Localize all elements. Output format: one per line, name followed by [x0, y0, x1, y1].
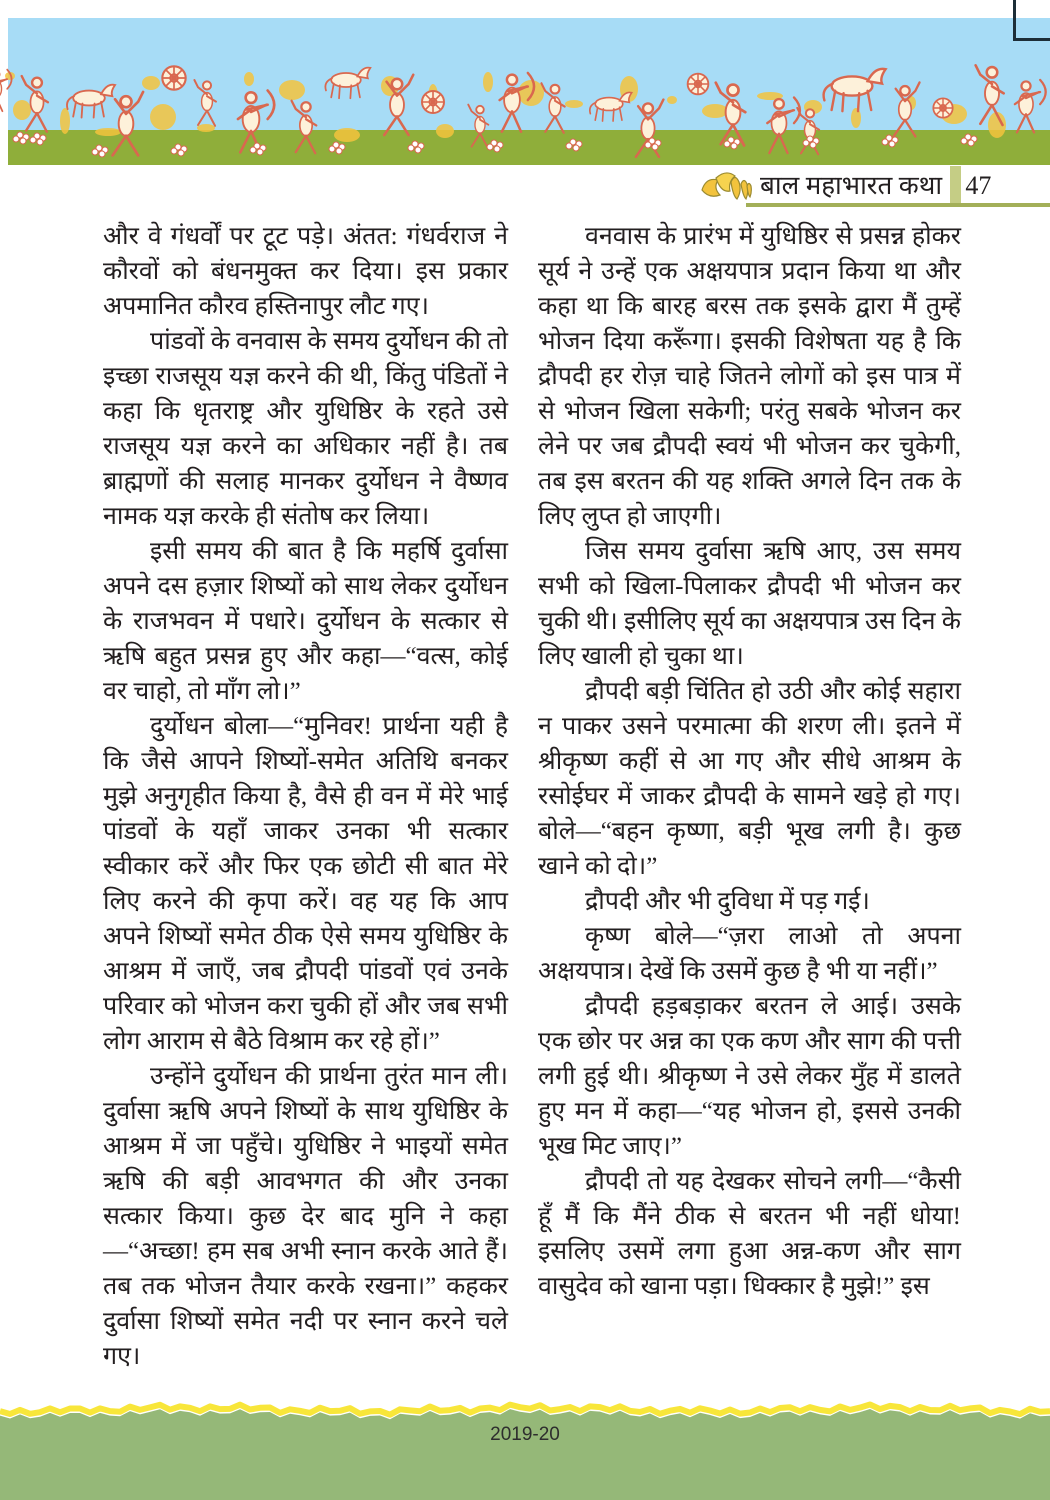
paragraph: द्रौपदी और भी दुविधा में पड़ गई। [585, 888, 870, 915]
footer-wave-band [0, 1398, 1050, 1500]
paragraph: इसी समय की बात है कि महर्षि दुर्वासा अपने दस हज़ार शिष्यों को साथ लेकर दुर्योधन के राजभवन में पधारे। दुर्योधन के सत्कार से ऋषि बहुत प्रसन्न हुए और कहा—“वत्स, कोई वर चाहो, तो माँग लो।” [103, 538, 508, 705]
battle-illustration [0, 18, 1050, 168]
paragraph: वनवास के प्रारंभ में युधिष्ठिर से प्रसन्न होकर सूर्य ने उन्हें एक अक्षयपात्र प्रदान किया था और कहा था कि बारह बरस तक इसके द्वारा मैं तुम्हें भोजन दिया करूँगा। इसकी विशेषता यह है कि द्रौपदी हर रोज़ चाहे जितने लोगों को इस पात्र में से भोजन खिला सकेगी; परंतु सबके भोजन कर लेने पर जब द्रौपदी स्वयं भी भोजन कर चुकेगी, तब इस बरतन की यह शक्ति अगले दिन तक के लिए लुप्त हो जाएगी। [538, 223, 961, 530]
right-column [538, 219, 961, 1374]
crop-mark-top-right [1013, 0, 1050, 41]
header-accent-bar [950, 166, 961, 204]
edition-year: 2019-20 [490, 1424, 560, 1445]
book-title: बाल महाभारत कथा [760, 171, 943, 200]
paragraph: कृष्ण बोले—“ज़रा लाओ तो अपना अक्षयपात्र। देखें कि उसमें कुछ है भी या नहीं।” [538, 923, 961, 985]
paragraph: और वे गंधर्वों पर टूट पड़े। अंतत: गंधर्वराज ने कौरवों को बंधनमुक्त कर दिया। इस प्रकार अपमानित कौरव हस्तिनापुर लौट गए। [103, 223, 508, 320]
paragraph: दुर्योधन बोला—“मुनिवर! प्रार्थना यही है कि जैसे आपने शिष्यों-समेत अतिथि बनकर मुझे अनुगृहीत किया है, वैसे ही वन में मेरे भाई पांडवों के यहाँ जाकर उनका भी सत्कार स्वीकार करें और फिर एक छोटी सी बात मेरे लिए करने की कृपा करें। वह यह कि आप अपने शिष्यों समेत ठीक ऐसे समय युधिष्ठिर के आश्रम में जाएँ, जब द्रौपदी पांडवों एवं उनके परिवार को भोजन करा चुकी हों और जब सभी लोग आराम से बैठे विश्राम कर रहे हों।” [103, 713, 508, 1055]
paragraph: पांडवों के वनवास के समय दुर्योधन की तो इच्छा राजसूय यज्ञ करने की थी, किंतु पंडितों ने कहा कि धृतराष्ट्र और युधिष्ठिर के रहते उसे राजसूय यज्ञ करने का अधिकार नहीं है। तब ब्राह्मणों की सलाह मानकर दुर्योधन ने वैष्णव नामक यज्ञ करके ही संतोष कर लिया। [103, 328, 508, 530]
paragraph: जिस समय दुर्वासा ऋषि आए, उस समय सभी को खिला-पिलाकर द्रौपदी भी भोजन कर चुकी थी। इसीलिए सूर्य का अक्षयपात्र उस दिन के लिए खाली हो चुका था। [538, 538, 961, 670]
paragraph: द्रौपदी तो यह देखकर सोचने लगी—“कैसी हूँ मैं कि मैंने ठीक से बरतन भी नहीं धोया! इसलिए उसमें लगा हुआ अन्न-कण और साग वासुदेव को खाना पड़ा। धिक्कार है मुझे!” इस [538, 1168, 961, 1300]
header-rule [746, 203, 1050, 207]
page-footer [0, 1398, 1050, 1500]
page-header [0, 162, 1050, 212]
text-columns [103, 219, 961, 1374]
left-column [103, 219, 508, 1374]
conch-icon [700, 168, 752, 208]
paragraph: द्रौपदी बड़ी चिंतित हो उठी और कोई सहारा न पाकर उसने परमात्मा की शरण ली। इतने में श्रीकृष्ण कहीं से आ गए और सीधे आश्रम के रसोईघर में जाकर द्रौपदी के सामने खड़े हो गए। बोले—“बहन कृष्णा, बड़ी भूख लगी है। कुछ खाने को दो।” [538, 678, 961, 880]
page-number: 47 [965, 171, 992, 200]
paragraph: उन्होंने दुर्योधन की प्रार्थना तुरंत मान ली। दुर्वासा ऋषि अपने शिष्यों के साथ युधिष्ठिर के आश्रम में जा पहुँचे। युधिष्ठिर ने भाइयों समेत ऋषि की बड़ी आवभगत की और उनका सत्कार किया। कुछ देर बाद मुनि ने कहा—“अच्छा! हम सब अभी स्नान करके आते हैं। तब तक भोजन तैयार करके रखना।” कहकर दुर्वासा शिष्यों समेत नदी पर स्नान करने चले गए। [103, 1063, 508, 1370]
paragraph: द्रौपदी हड़बड़ाकर बरतन ले आई। उसके एक छोर पर अन्न का एक कण और साग की पत्ती लगी हुई थी। श्रीकृष्ण ने उसे लेकर मुँह में डालते हुए मन में कहा—“यह भोजन हो, इससे उनकी भूख मिट जाए।” [538, 993, 961, 1160]
